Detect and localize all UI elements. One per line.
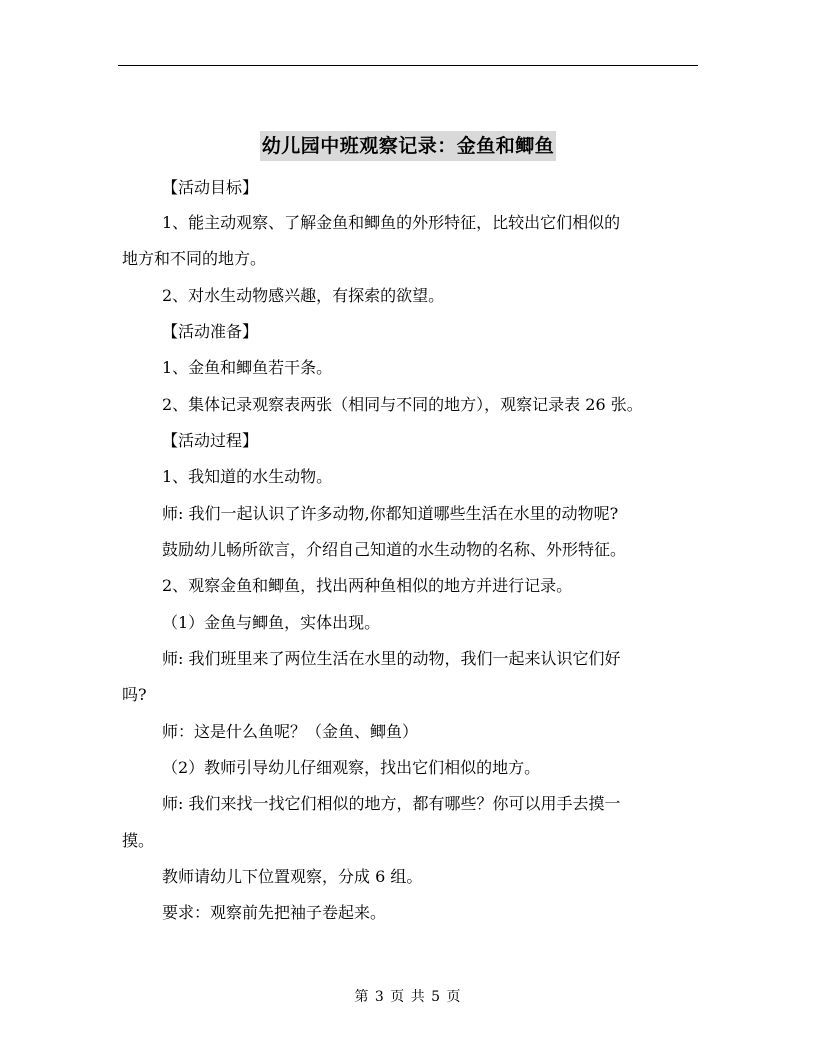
paragraph-line: 1、能主动观察、了解金鱼和鲫鱼的外形特征，比较出它们相似的 — [162, 213, 621, 232]
paragraph-line: 要求：观察前先把袖子卷起来。 — [162, 903, 387, 922]
paragraph-line: 1、我知道的水生动物。 — [162, 467, 333, 486]
paragraph-line: 吗? — [122, 685, 147, 704]
paragraph-line: 鼓励幼儿畅所欲言，介绍自己知道的水生动物的名称、外形特征。 — [162, 540, 627, 559]
paragraph-line: （2）教师引导幼儿仔细观察，找出它们相似的地方。 — [162, 758, 541, 777]
paragraph-line: 师: 我们一起认识了许多动物,你都知道哪些生活在水里的动物呢? — [162, 504, 619, 523]
header-rule — [118, 65, 698, 66]
document-title: 幼儿园中班观察记录：金鱼和鲫鱼 — [260, 131, 557, 161]
paragraph-line: 师：这是什么鱼呢？（金鱼、鲫鱼） — [162, 722, 419, 741]
paragraph-line: 1、金鱼和鲫鱼若干条。 — [162, 358, 333, 377]
paragraph-line: （1）金鱼与鲫鱼，实体出现。 — [162, 613, 381, 632]
paragraph-line: 教师请幼儿下位置观察，分成 6 组。 — [162, 867, 423, 886]
paragraph-line: 2、对水生动物感兴趣，有探索的欲望。 — [162, 286, 445, 305]
paragraph-line: 师: 我们来找一找它们相似的地方，都有哪些？你可以用手去摸一 — [162, 794, 621, 813]
section-heading-process: 【活动过程】 — [162, 431, 259, 450]
section-heading-preparation: 【活动准备】 — [162, 322, 259, 341]
paragraph-line: 2、观察金鱼和鲫鱼，找出两种鱼相似的地方并进行记录。 — [162, 576, 573, 595]
page-footer: 第 3 页 共 5 页 — [354, 989, 462, 1005]
paragraph-line: 地方和不同的地方。 — [122, 249, 267, 268]
section-heading-goals: 【活动目标】 — [162, 178, 259, 197]
paragraph-line: 2、集体记录观察表两张（相同与不同的地方），观察记录表 26 张。 — [162, 395, 643, 414]
paragraph-line: 摸。 — [122, 831, 155, 850]
title-container — [0, 131, 816, 161]
paragraph-line: 师: 我们班里来了两位生活在水里的动物，我们一起来认识它们好 — [162, 649, 621, 668]
